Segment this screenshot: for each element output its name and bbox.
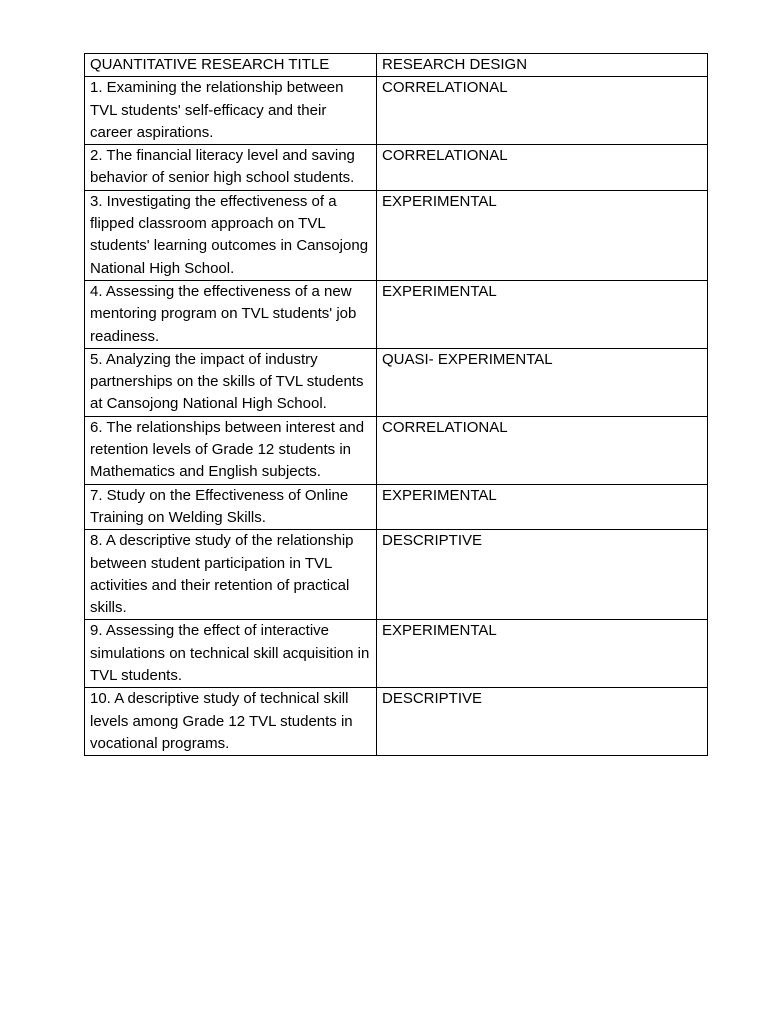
design-cell: CORRELATIONAL <box>377 145 708 191</box>
header-cell-title: QUANTITATIVE RESEARCH TITLE <box>85 54 377 77</box>
table-row <box>85 688 708 756</box>
design-cell: QUASI- EXPERIMENTAL <box>377 348 708 416</box>
research-design-table <box>84 53 708 756</box>
design-cell: EXPERIMENTAL <box>377 190 708 280</box>
table-row <box>85 416 708 484</box>
table-row <box>85 620 708 688</box>
design-cell: EXPERIMENTAL <box>377 484 708 530</box>
design-cell: DESCRIPTIVE <box>377 688 708 756</box>
title-cell: 8. A descriptive study of the relationship between student participation in TVL activities and their retention of practical skills. <box>85 530 377 620</box>
title-cell: 4. Assessing the effectiveness of a new mentoring program on TVL students' job readiness. <box>85 280 377 348</box>
table-header-row <box>85 54 708 77</box>
title-cell: 10. A descriptive study of technical skill levels among Grade 12 TVL students in vocational programs. <box>85 688 377 756</box>
title-cell: 1. Examining the relationship between TVL students' self-efficacy and their career aspirations. <box>85 77 377 145</box>
table-row <box>85 145 708 191</box>
design-cell: EXPERIMENTAL <box>377 620 708 688</box>
title-cell: 2. The financial literacy level and saving behavior of senior high school students. <box>85 145 377 191</box>
title-cell: 9. Assessing the effect of interactive simulations on technical skill acquisition in TVL students. <box>85 620 377 688</box>
header-cell-design: RESEARCH DESIGN <box>377 54 708 77</box>
table-row <box>85 190 708 280</box>
title-cell: 7. Study on the Effectiveness of Online Training on Welding Skills. <box>85 484 377 530</box>
title-cell: 6. The relationships between interest and retention levels of Grade 12 students in Mathematics and English subjects. <box>85 416 377 484</box>
table-row <box>85 77 708 145</box>
table-row <box>85 348 708 416</box>
title-cell: 5. Analyzing the impact of industry partnerships on the skills of TVL students at Cansojong National High School. <box>85 348 377 416</box>
design-cell: DESCRIPTIVE <box>377 530 708 620</box>
table-row <box>85 484 708 530</box>
design-cell: EXPERIMENTAL <box>377 280 708 348</box>
table-row <box>85 530 708 620</box>
table-row <box>85 280 708 348</box>
design-cell: CORRELATIONAL <box>377 77 708 145</box>
title-cell: 3. Investigating the effectiveness of a flipped classroom approach on TVL students' learning outcomes in Cansojong National High School. <box>85 190 377 280</box>
design-cell: CORRELATIONAL <box>377 416 708 484</box>
